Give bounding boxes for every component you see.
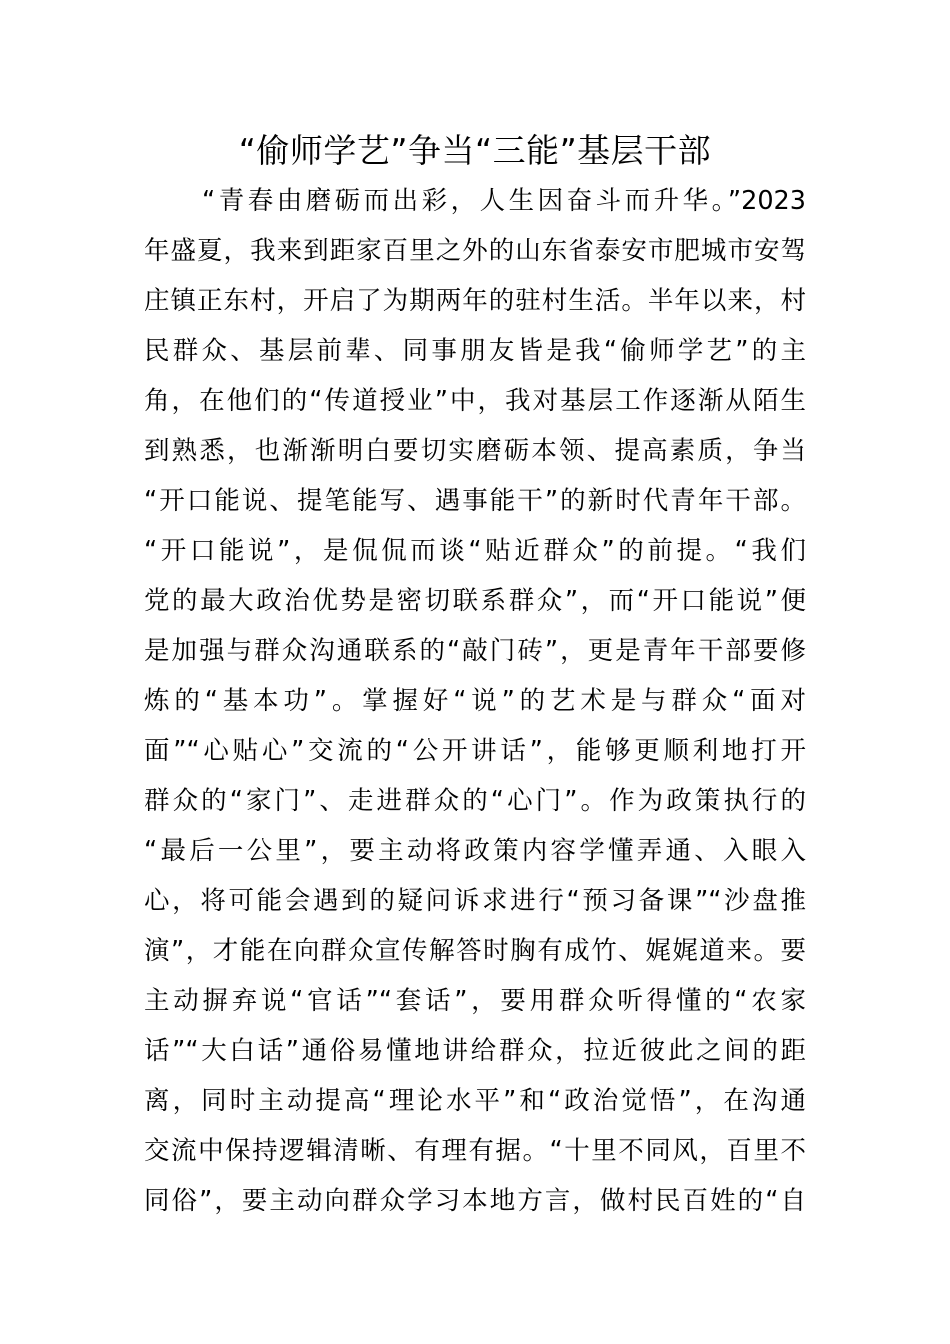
text-line: 民群众、基层前辈、同事朋友皆是我“偷师学艺”的主 <box>144 336 806 366</box>
text-line: 交流中保持逻辑清晰、有理有据。“十里不同风，百里不 <box>144 1136 806 1166</box>
text-line: 炼的“基本功”。掌握好“说”的艺术是与群众“面对 <box>144 686 806 716</box>
text-line: 演”，才能在向群众宣传解答时胸有成竹、娓娓道来。要 <box>144 936 806 966</box>
text-line: 到熟悉，也渐渐明白要切实磨砺本领、提高素质，争当 <box>144 436 806 466</box>
document-title: “偷师学艺”争当“三能”基层干部 <box>238 131 712 170</box>
text-line: “开口能说”，是侃侃而谈“贴近群众”的前提。“我们 <box>144 536 806 566</box>
text-line: “开口能说、提笔能写、遇事能干”的新时代青年干部。 <box>144 486 806 516</box>
text-line: 角，在他们的“传道授业”中，我对基层工作逐渐从陌生 <box>144 386 806 416</box>
text-line: 庄镇正东村，开启了为期两年的驻村生活。半年以来，村 <box>144 286 806 316</box>
text-line: “最后一公里”，要主动将政策内容学懂弄通、入眼入 <box>144 836 806 866</box>
text-line: 是加强与群众沟通联系的“敲门砖”，更是青年干部要修 <box>144 636 806 666</box>
text-line: 主动摒弃说“官话”“套话”，要用群众听得懂的“农家 <box>144 986 806 1016</box>
text-line: 同俗”，要主动向群众学习本地方言，做村民百姓的“自 <box>144 1186 806 1216</box>
text-line: 离，同时主动提高“理论水平”和“政治觉悟”，在沟通 <box>144 1086 806 1116</box>
text-line: 年盛夏，我来到距家百里之外的山东省泰安市肥城市安驾 <box>144 236 806 266</box>
text-line: 心，将可能会遇到的疑问诉求进行“预习备课”“沙盘推 <box>144 886 806 916</box>
text-line: 党的最大政治优势是密切联系群众”，而“开口能说”便 <box>144 586 806 616</box>
text-line: 话”“大白话”通俗易懂地讲给群众，拉近彼此之间的距 <box>144 1036 806 1066</box>
document-body <box>144 176 806 1226</box>
text-line: 面”“心贴心”交流的“公开讲话”，能够更顺利地打开 <box>144 736 806 766</box>
text-line: 群众的“家门”、走进群众的“心门”。作为政策执行的 <box>144 786 806 816</box>
text-line: “青春由磨砺而出彩，人生因奋斗而升华。”2023 <box>144 186 806 216</box>
